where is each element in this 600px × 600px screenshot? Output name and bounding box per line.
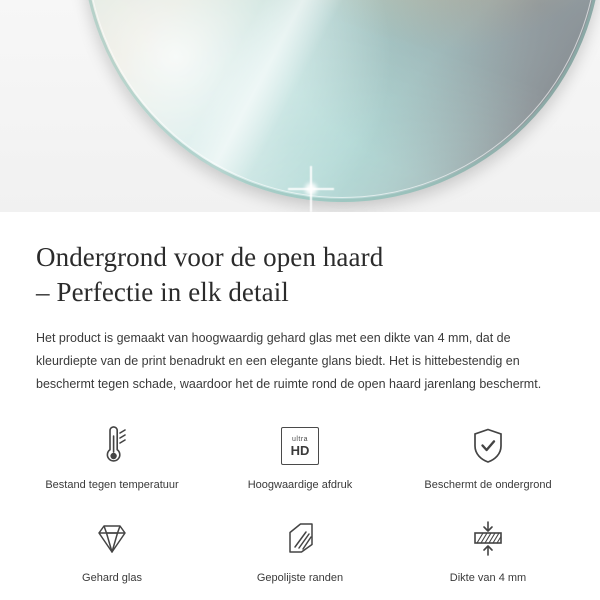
ultra-hd-badge-bottom: HD: [290, 442, 310, 458]
shield-check-icon: [468, 424, 508, 468]
page-title-line-1: Ondergrond voor de open haard: [36, 242, 384, 272]
feature-grid: [0, 418, 600, 593]
text-content: [0, 212, 600, 396]
diamond-icon: [91, 517, 133, 561]
feature-item-polished-edges: [206, 511, 394, 593]
feature-item-print-quality: [206, 418, 394, 500]
feature-item-temperature: [18, 418, 206, 500]
ultra-hd-badge-top: ultra: [291, 435, 309, 443]
feature-item-surface-protection: [394, 418, 582, 500]
feature-label-polished-edges: Gepolijste randen: [256, 571, 344, 584]
page-title-line-2: – Perfectie in elk detail: [36, 276, 289, 307]
hero-image: [0, 0, 600, 212]
ultra-hd-icon: [281, 424, 319, 468]
feature-label-surface-protection: Beschermt de ondergrond: [424, 479, 552, 492]
page-title: [36, 240, 564, 309]
feature-item-tempered-glass: [18, 511, 206, 593]
feature-label-print-quality: Hoogwaardige afdruk: [247, 479, 353, 492]
feature-label-tempered-glass: Gehard glas: [82, 571, 142, 584]
feature-label-thickness: Dikte van 4 mm: [449, 571, 527, 584]
polished-edges-icon: [279, 517, 321, 561]
thickness-arrows-icon: [466, 517, 510, 561]
feature-label-temperature: Bestand tegen temperatuur: [45, 479, 179, 492]
thermometer-icon: [92, 424, 132, 468]
description-paragraph: Het product is gemaakt van hoogwaardig gehard glas met een dikte van 4 mm, dat de kleurdiepte van de print benadrukt en een elegante glans biedt. Het is hittebestendig en beschermt tegen schade, waardoor het de ruimte rond de open haard jarenlang beschermt.: [36, 331, 542, 392]
feature-item-thickness: [394, 511, 582, 593]
